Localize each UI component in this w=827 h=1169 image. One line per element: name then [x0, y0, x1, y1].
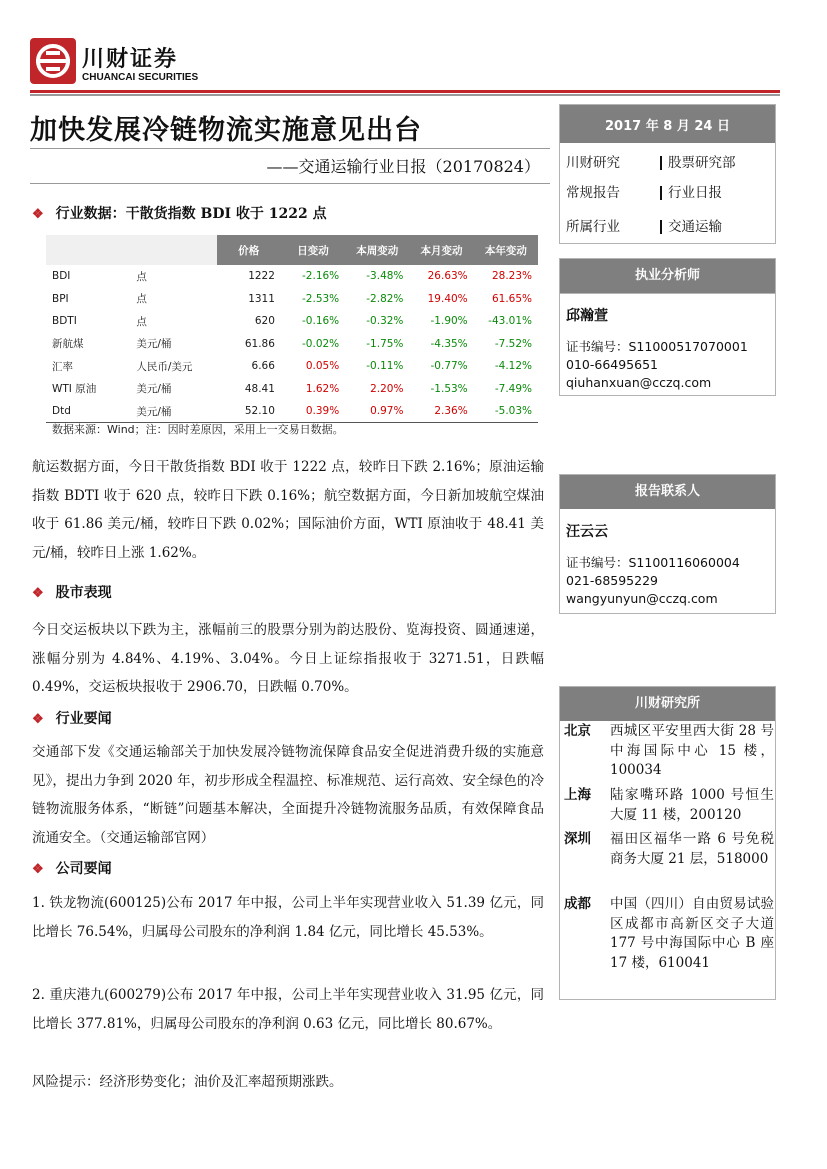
- office-city: 成都: [564, 896, 591, 912]
- cell-week: 2.20%: [345, 378, 409, 401]
- row-name: BPI: [46, 288, 132, 311]
- header-accent-bar: [30, 90, 780, 93]
- section-industry-data: [32, 203, 327, 223]
- analyst-header: 执业分析师: [560, 259, 775, 293]
- office-address: 西城区平安里西大街 28 号中海国际中心 15 楼，100034: [610, 723, 774, 778]
- contact-header: 报告联系人: [560, 475, 775, 509]
- market-data-table: [46, 235, 538, 423]
- cell-year: -7.52%: [474, 333, 538, 356]
- cell-month: -1.90%: [409, 310, 473, 333]
- meta-value: 股票研究部: [660, 156, 736, 170]
- row-name: Dtd: [46, 400, 132, 423]
- meta-row: [566, 151, 736, 171]
- cell-month: 26.63%: [409, 265, 473, 288]
- section-title: 公司要闻: [55, 861, 112, 877]
- header-day: 日变动: [281, 235, 345, 265]
- row-unit: 点: [132, 265, 216, 288]
- table-row: [46, 288, 538, 311]
- cell-week: 0.97%: [345, 400, 409, 423]
- company-news-1: 1. 铁龙物流(600125)公布 2017 年中报，公司上半年实现营业收入 51.39 亿元，同比增长 76.54%，归属母公司股东的净利润 1.84 亿元，同比增长 45.53%。: [32, 895, 544, 940]
- cell-day: 0.05%: [281, 355, 345, 378]
- analyst-phone: 010-66495651: [566, 357, 658, 372]
- row-unit: 点: [132, 288, 216, 311]
- sidebar-gap: [559, 613, 776, 687]
- diamond-bullet-icon: ❖: [32, 862, 44, 877]
- company-news-2: 2. 重庆港九(600279)公布 2017 年中报，公司上半年实现营业收入 31.95 亿元，同比增长 377.81%，归属母公司股东的净利润 0.63 亿元，同比增长 80.67%。: [32, 987, 544, 1032]
- row-unit: 美元/桶: [132, 378, 216, 401]
- section-title: 行业要闻: [55, 711, 112, 727]
- section-industry-news: [32, 708, 112, 728]
- row-name: BDI: [46, 265, 132, 288]
- section-company-news: [32, 858, 112, 878]
- office-shanghai: [564, 786, 774, 825]
- cell-price: 48.41: [217, 378, 281, 401]
- cell-day: -0.02%: [281, 333, 345, 356]
- analyst-name: 邱瀚萱: [566, 308, 608, 324]
- cell-week: -2.82%: [345, 288, 409, 311]
- report-title: 加快发展冷链物流实施意见出台: [30, 115, 422, 146]
- table-row: [46, 378, 538, 401]
- meta-row: [566, 215, 722, 235]
- section-title: 股市表现: [55, 585, 112, 601]
- report-date: 2017 年 8 月 24 日: [560, 105, 775, 143]
- office-address: 福田区福华一路 6 号免税商务大厦 21 层，518000: [610, 831, 774, 867]
- subtitle-divider: [30, 183, 550, 184]
- risk-note: 风险提示：经济形势变化；油价及汇率超预期涨跌。: [32, 1074, 343, 1090]
- contact-cert: 证书编号：S1100116060004: [566, 555, 740, 570]
- cell-week: -3.48%: [345, 265, 409, 288]
- office-city: 上海: [564, 787, 591, 803]
- cell-day: -0.16%: [281, 310, 345, 333]
- cell-day: 0.39%: [281, 400, 345, 423]
- sidebar-gap: [559, 293, 776, 294]
- table-row: [46, 333, 538, 356]
- table-row: [46, 400, 538, 423]
- cell-day: 1.62%: [281, 378, 345, 401]
- cell-day: -2.53%: [281, 288, 345, 311]
- row-unit: 人民币/美元: [132, 355, 216, 378]
- section-stock-market: [32, 582, 112, 602]
- cell-week: -0.32%: [345, 310, 409, 333]
- meta-value: 行业日报: [660, 186, 722, 200]
- header-month: 本月变动: [409, 235, 473, 265]
- cell-year: -4.12%: [474, 355, 538, 378]
- cell-price: 52.10: [217, 400, 281, 423]
- cell-week: -0.11%: [345, 355, 409, 378]
- row-unit: 美元/桶: [132, 333, 216, 356]
- cell-week: -1.75%: [345, 333, 409, 356]
- cell-month: -0.77%: [409, 355, 473, 378]
- header-blank: [132, 235, 216, 265]
- diamond-bullet-icon: ❖: [32, 586, 44, 601]
- sidebar-gap: [559, 395, 776, 475]
- diamond-bullet-icon: ❖: [32, 712, 44, 727]
- cell-price: 6.66: [217, 355, 281, 378]
- cell-month: -4.35%: [409, 333, 473, 356]
- cell-price: 61.86: [217, 333, 281, 356]
- section-title: 行业数据：干散货指数 BDI 收于 1222 点: [55, 206, 327, 222]
- row-name: 新航煤: [46, 333, 132, 356]
- meta-row: [566, 181, 722, 201]
- header-year: 本年变动: [474, 235, 538, 265]
- brand-name-cn: 川财证券: [82, 47, 179, 72]
- stock-paragraph: 今日交运板块以下跌为主，涨幅前三的股票分别为韵达股份、览海投资、圆通速递，涨幅分别为 4.84%、4.19%、3.04%。今日上证综指报收于 3271.51，日跌幅 0.49%，交运板块报收于 2906.70，日跌幅 0.70%。: [32, 622, 544, 696]
- cell-month: -1.53%: [409, 378, 473, 401]
- table-row: [46, 355, 538, 378]
- institute-header: 川财研究所: [560, 687, 775, 721]
- title-divider: [30, 148, 550, 149]
- cell-year: -43.01%: [474, 310, 538, 333]
- office-city: 北京: [564, 723, 591, 739]
- table-header-row: [46, 235, 538, 265]
- office-city: 深圳: [564, 831, 591, 847]
- brand-name-en: CHUANCAI SECURITIES: [82, 72, 199, 83]
- cell-price: 620: [217, 310, 281, 333]
- meta-value: 交通运输: [660, 220, 722, 234]
- office-shenzhen: [564, 830, 774, 869]
- table-row: [46, 265, 538, 288]
- analyst-email[interactable]: qiuhanxuan@cczq.com: [566, 375, 712, 390]
- row-unit: 美元/桶: [132, 400, 216, 423]
- header-price: 价格: [217, 235, 281, 265]
- office-chengdu: [564, 895, 774, 973]
- cell-year: 28.23%: [474, 265, 538, 288]
- contact-email[interactable]: wangyunyun@cczq.com: [566, 591, 718, 606]
- header-week: 本周变动: [345, 235, 409, 265]
- diamond-bullet-icon: ❖: [32, 207, 44, 222]
- meta-key: 所属行业: [566, 219, 620, 235]
- contact-name: 汪云云: [566, 524, 608, 540]
- cell-price: 1222: [217, 265, 281, 288]
- cell-year: -5.03%: [474, 400, 538, 423]
- cell-day: -2.16%: [281, 265, 345, 288]
- cell-month: 2.36%: [409, 400, 473, 423]
- office-address: 陆家嘴环路 1000 号恒生大厦 11 楼，200120: [610, 787, 774, 823]
- analyst-cert: 证书编号：S1100051707000​1: [566, 339, 748, 354]
- news-paragraph: 交通部下发《交通运输部关于加快发展冷链物流保障食品安全促进消费升级的实施意见》，提出力争到 2020 年，初步形成全程温控、标准规范、运行高效、安全绿色的冷链物流服务体系，“断链”问题基本解决，全面提升冷链物流服务品质，有效保障食品流通安全。（交通运输部官网）: [32, 744, 544, 846]
- table-row: [46, 310, 538, 333]
- meta-key: 常规报告: [566, 185, 620, 201]
- header-divider: [30, 94, 780, 96]
- office-address: 中国（四川）自由贸易试验区成都市高新区交子大道 177 号中海国际中心 B 座 17 楼，610041: [610, 896, 774, 971]
- office-beijing: [564, 722, 774, 781]
- data-source-note: 数据来源：Wind；注：因时差原因，采用上一交易日数据。: [52, 423, 344, 436]
- chuancai-logo-icon: [30, 38, 76, 84]
- row-name: BDTI: [46, 310, 132, 333]
- shipping-paragraph: 航运数据方面，今日干散货指数 BDI 收于 1222 点，较昨日下跌 2.16%；原油运输指数 BDTI 收于 620 点，较昨日下跌 0.16%；航空数据方面，今日新加坡航空煤油收于 61.86 美元/桶，较昨日下跌 0.02%；国际油价方面，WTI 原油收于 48.41 美元/桶，较昨日上涨 1.62%。: [32, 459, 544, 561]
- cell-price: 1311: [217, 288, 281, 311]
- row-name: WTI 原油: [46, 378, 132, 401]
- cell-year: -7.49%: [474, 378, 538, 401]
- cell-year: 61.65%: [474, 288, 538, 311]
- row-unit: 点: [132, 310, 216, 333]
- report-subtitle: ——交通运输行业日报（20170824）: [266, 157, 540, 176]
- contact-phone: 021-68595229: [566, 573, 658, 588]
- header-blank: [46, 235, 132, 265]
- sidebar-gap: [559, 243, 776, 259]
- meta-key: 川财研究: [566, 155, 620, 171]
- cell-month: 19.40%: [409, 288, 473, 311]
- sidebar: [559, 104, 776, 1000]
- row-name: 汇率: [46, 355, 132, 378]
